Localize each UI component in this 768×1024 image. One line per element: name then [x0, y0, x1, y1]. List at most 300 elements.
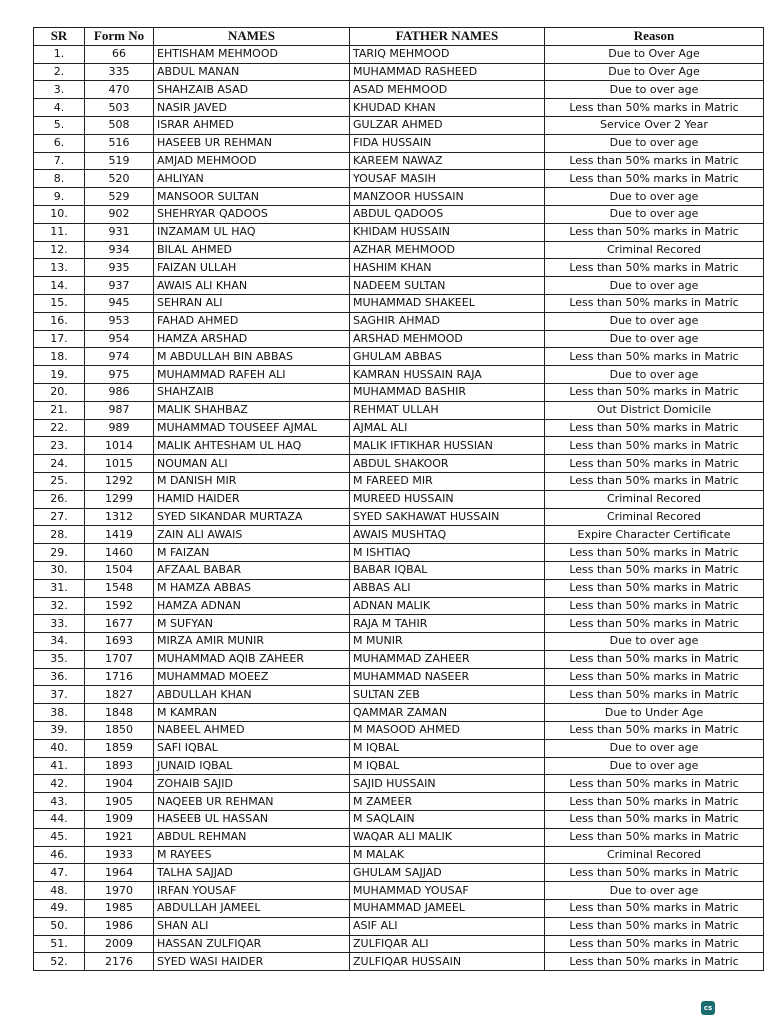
table-row [34, 917, 764, 935]
cell-reason: Less than 50% marks in Matric [545, 259, 764, 277]
cell-form-no: 902 [85, 205, 154, 223]
table-row [34, 188, 764, 206]
table-row [34, 205, 764, 223]
cell-name: HAMID HAIDER [154, 490, 350, 508]
cell-father-name: GHULAM ABBAS [350, 348, 545, 366]
table-row [34, 455, 764, 473]
cell-father-name: MUHAMMAD RASHEED [350, 63, 545, 81]
cell-form-no: 335 [85, 63, 154, 81]
table-row [34, 508, 764, 526]
table-row [34, 490, 764, 508]
cell-sr: 41. [34, 757, 85, 775]
cell-name: NOUMAN ALI [154, 455, 350, 473]
cell-father-name: ZULFIQAR HUSSAIN [350, 953, 545, 971]
cell-form-no: 66 [85, 45, 154, 63]
cell-form-no: 974 [85, 348, 154, 366]
cell-sr: 19. [34, 366, 85, 384]
cell-father-name: KHUDAD KHAN [350, 99, 545, 117]
cell-reason: Less than 50% marks in Matric [545, 668, 764, 686]
cell-sr: 42. [34, 775, 85, 793]
cell-name: FAHAD AHMED [154, 312, 350, 330]
cell-reason: Due to Over Age [545, 45, 764, 63]
table-row [34, 472, 764, 490]
cell-reason: Less than 50% marks in Matric [545, 935, 764, 953]
table-row [34, 935, 764, 953]
header-sr: SR [34, 28, 85, 46]
cell-form-no: 1292 [85, 472, 154, 490]
cell-father-name: ABDUL SHAKOOR [350, 455, 545, 473]
cell-sr: 1. [34, 45, 85, 63]
table-row [34, 739, 764, 757]
cell-form-no: 1893 [85, 757, 154, 775]
cell-form-no: 937 [85, 277, 154, 295]
table-row [34, 775, 764, 793]
cell-father-name: ABDUL QADOOS [350, 205, 545, 223]
cell-father-name: AWAIS MUSHTAQ [350, 526, 545, 544]
cell-sr: 45. [34, 828, 85, 846]
cell-name: M SUFYAN [154, 615, 350, 633]
cell-father-name: M ISHTIAQ [350, 544, 545, 562]
table-row [34, 312, 764, 330]
cell-form-no: 1827 [85, 686, 154, 704]
cell-father-name: M ZAMEER [350, 793, 545, 811]
cell-name: SHAHZAIB [154, 383, 350, 401]
cell-reason: Less than 50% marks in Matric [545, 793, 764, 811]
table-row [34, 882, 764, 900]
cell-name: INZAMAM UL HAQ [154, 223, 350, 241]
cell-sr: 36. [34, 668, 85, 686]
cell-sr: 24. [34, 455, 85, 473]
cell-reason: Due to over age [545, 312, 764, 330]
table-row [34, 294, 764, 312]
cell-sr: 33. [34, 615, 85, 633]
cell-form-no: 931 [85, 223, 154, 241]
cell-reason: Criminal Recored [545, 241, 764, 259]
cell-reason: Less than 50% marks in Matric [545, 811, 764, 829]
table-row [34, 116, 764, 134]
cell-name: M ABDULLAH BIN ABBAS [154, 348, 350, 366]
cell-form-no: 1905 [85, 793, 154, 811]
cell-sr: 32. [34, 597, 85, 615]
table-row [34, 757, 764, 775]
cell-name: M RAYEES [154, 846, 350, 864]
cell-form-no: 1014 [85, 437, 154, 455]
cell-form-no: 935 [85, 259, 154, 277]
cell-father-name: FIDA HUSSAIN [350, 134, 545, 152]
cell-form-no: 1504 [85, 561, 154, 579]
cell-form-no: 520 [85, 170, 154, 188]
table-row [34, 99, 764, 117]
cell-form-no: 1904 [85, 775, 154, 793]
table-row [34, 846, 764, 864]
cell-form-no: 986 [85, 383, 154, 401]
cell-form-no: 945 [85, 294, 154, 312]
cell-sr: 15. [34, 294, 85, 312]
cell-father-name: MUHAMMAD NASEER [350, 668, 545, 686]
cell-father-name: AZHAR MEHMOOD [350, 241, 545, 259]
cell-sr: 26. [34, 490, 85, 508]
cell-father-name: MUHAMMAD SHAKEEL [350, 294, 545, 312]
cell-name: M DANISH MIR [154, 472, 350, 490]
table-row [34, 259, 764, 277]
table-row [34, 650, 764, 668]
cell-form-no: 1933 [85, 846, 154, 864]
cell-father-name: M MALAK [350, 846, 545, 864]
cell-sr: 28. [34, 526, 85, 544]
cell-name: SEHRAN ALI [154, 294, 350, 312]
cell-name: NAQEEB UR REHMAN [154, 793, 350, 811]
cell-form-no: 1909 [85, 811, 154, 829]
cell-name: SHEHRYAR QADOOS [154, 205, 350, 223]
cell-father-name: AJMAL ALI [350, 419, 545, 437]
cell-sr: 25. [34, 472, 85, 490]
cell-form-no: 975 [85, 366, 154, 384]
cell-reason: Less than 50% marks in Matric [545, 864, 764, 882]
cell-form-no: 1312 [85, 508, 154, 526]
header-form-no: Form No [85, 28, 154, 46]
cell-father-name: MUHAMMAD BASHIR [350, 383, 545, 401]
cell-reason: Less than 50% marks in Matric [545, 472, 764, 490]
cell-reason: Due to Over Age [545, 63, 764, 81]
cell-sr: 30. [34, 561, 85, 579]
table-row [34, 811, 764, 829]
cell-name: MALIK SHAHBAZ [154, 401, 350, 419]
cell-reason: Due to over age [545, 330, 764, 348]
cell-reason: Due to over age [545, 134, 764, 152]
cell-father-name: ASIF ALI [350, 917, 545, 935]
table-row [34, 419, 764, 437]
table-row [34, 633, 764, 651]
cell-reason: Out District Domicile [545, 401, 764, 419]
cell-reason: Less than 50% marks in Matric [545, 775, 764, 793]
table-row [34, 45, 764, 63]
cell-father-name: KAREEM NAWAZ [350, 152, 545, 170]
table-row [34, 668, 764, 686]
cell-name: HAMZA ADNAN [154, 597, 350, 615]
cell-form-no: 1693 [85, 633, 154, 651]
cell-sr: 21. [34, 401, 85, 419]
cell-father-name: M MUNIR [350, 633, 545, 651]
cell-form-no: 508 [85, 116, 154, 134]
cell-sr: 51. [34, 935, 85, 953]
cell-father-name: RAJA M TAHIR [350, 615, 545, 633]
cell-sr: 47. [34, 864, 85, 882]
cell-reason: Less than 50% marks in Matric [545, 455, 764, 473]
cell-father-name: M IQBAL [350, 757, 545, 775]
cell-father-name: SYED SAKHAWAT HUSSAIN [350, 508, 545, 526]
cell-form-no: 1460 [85, 544, 154, 562]
cell-name: MUHAMMAD AQIB ZAHEER [154, 650, 350, 668]
cell-name: SYED SIKANDAR MURTAZA [154, 508, 350, 526]
cell-name: MANSOOR SULTAN [154, 188, 350, 206]
cell-sr: 4. [34, 99, 85, 117]
cell-name: IRFAN YOUSAF [154, 882, 350, 900]
cell-father-name: M IQBAL [350, 739, 545, 757]
cell-father-name: SAJID HUSSAIN [350, 775, 545, 793]
cell-sr: 10. [34, 205, 85, 223]
cell-sr: 23. [34, 437, 85, 455]
cell-reason: Less than 50% marks in Matric [545, 579, 764, 597]
cell-reason: Criminal Recored [545, 846, 764, 864]
cell-sr: 16. [34, 312, 85, 330]
cell-form-no: 989 [85, 419, 154, 437]
cell-name: NABEEL AHMED [154, 722, 350, 740]
cell-reason: Due to over age [545, 277, 764, 295]
cell-sr: 39. [34, 722, 85, 740]
cell-reason: Less than 50% marks in Matric [545, 383, 764, 401]
cell-father-name: TARIQ MEHMOOD [350, 45, 545, 63]
cell-reason: Less than 50% marks in Matric [545, 544, 764, 562]
cell-father-name: M SAQLAIN [350, 811, 545, 829]
cell-father-name: KAMRAN HUSSAIN RAJA [350, 366, 545, 384]
cell-name: FAIZAN ULLAH [154, 259, 350, 277]
cell-form-no: 953 [85, 312, 154, 330]
rejection-list-table [33, 27, 764, 971]
cell-reason: Due to over age [545, 757, 764, 775]
cell-father-name: ASAD MEHMOOD [350, 81, 545, 99]
cell-reason: Less than 50% marks in Matric [545, 686, 764, 704]
cell-sr: 3. [34, 81, 85, 99]
cell-form-no: 1921 [85, 828, 154, 846]
cell-sr: 35. [34, 650, 85, 668]
header-father-names: FATHER NAMES [350, 28, 545, 46]
cell-name: ZOHAIB SAJID [154, 775, 350, 793]
cell-reason: Less than 50% marks in Matric [545, 917, 764, 935]
cell-form-no: 1716 [85, 668, 154, 686]
cell-reason: Less than 50% marks in Matric [545, 615, 764, 633]
table-row [34, 277, 764, 295]
table-header-row [34, 28, 764, 46]
cell-name: SHAN ALI [154, 917, 350, 935]
cell-reason: Less than 50% marks in Matric [545, 900, 764, 918]
cell-name: AFZAAL BABAR [154, 561, 350, 579]
cell-reason: Less than 50% marks in Matric [545, 152, 764, 170]
cell-form-no: 987 [85, 401, 154, 419]
table-row [34, 561, 764, 579]
cell-name: AWAIS ALI KHAN [154, 277, 350, 295]
cell-sr: 31. [34, 579, 85, 597]
cell-reason: Less than 50% marks in Matric [545, 419, 764, 437]
cell-form-no: 1970 [85, 882, 154, 900]
cell-sr: 29. [34, 544, 85, 562]
cell-reason: Less than 50% marks in Matric [545, 722, 764, 740]
cell-father-name: ABBAS ALI [350, 579, 545, 597]
cell-form-no: 954 [85, 330, 154, 348]
cell-name: M FAIZAN [154, 544, 350, 562]
cell-reason: Due to over age [545, 633, 764, 651]
cell-name: MUHAMMAD RAFEH ALI [154, 366, 350, 384]
cell-sr: 14. [34, 277, 85, 295]
table-row [34, 152, 764, 170]
cell-father-name: ADNAN MALIK [350, 597, 545, 615]
table-row [34, 793, 764, 811]
cell-name: JUNAID IQBAL [154, 757, 350, 775]
badge-label: cs [703, 1004, 713, 1012]
table-row [34, 81, 764, 99]
cell-form-no: 934 [85, 241, 154, 259]
cell-father-name: QAMMAR ZAMAN [350, 704, 545, 722]
cell-name: NASIR JAVED [154, 99, 350, 117]
cell-name: HASSAN ZULFIQAR [154, 935, 350, 953]
cell-father-name: KHIDAM HUSSAIN [350, 223, 545, 241]
cell-reason: Less than 50% marks in Matric [545, 223, 764, 241]
table-row [34, 348, 764, 366]
cell-name: TALHA SAJJAD [154, 864, 350, 882]
cell-reason: Less than 50% marks in Matric [545, 437, 764, 455]
cell-sr: 2. [34, 63, 85, 81]
cell-form-no: 1964 [85, 864, 154, 882]
cell-sr: 18. [34, 348, 85, 366]
cell-reason: Due to over age [545, 739, 764, 757]
cell-father-name: BABAR IQBAL [350, 561, 545, 579]
cell-name: ABDUL MANAN [154, 63, 350, 81]
cell-sr: 8. [34, 170, 85, 188]
cell-name: ABDULLAH JAMEEL [154, 900, 350, 918]
cell-form-no: 1985 [85, 900, 154, 918]
camscanner-logo-icon [701, 1001, 715, 1015]
cell-form-no: 1848 [85, 704, 154, 722]
table-row [34, 526, 764, 544]
cell-sr: 9. [34, 188, 85, 206]
cell-name: ISRAR AHMED [154, 116, 350, 134]
table-row [34, 330, 764, 348]
cell-reason: Less than 50% marks in Matric [545, 953, 764, 971]
cell-sr: 40. [34, 739, 85, 757]
cell-sr: 11. [34, 223, 85, 241]
cell-sr: 44. [34, 811, 85, 829]
cell-name: MUHAMMAD MOEEZ [154, 668, 350, 686]
cell-father-name: HASHIM KHAN [350, 259, 545, 277]
cell-name: BILAL AHMED [154, 241, 350, 259]
cell-form-no: 2176 [85, 953, 154, 971]
table-row [34, 366, 764, 384]
cell-reason: Due to over age [545, 882, 764, 900]
cell-name: SYED WASI HAIDER [154, 953, 350, 971]
cell-father-name: YOUSAF MASIH [350, 170, 545, 188]
cell-father-name: MUHAMMAD ZAHEER [350, 650, 545, 668]
table-row [34, 401, 764, 419]
header-names: NAMES [154, 28, 350, 46]
cell-father-name: SULTAN ZEB [350, 686, 545, 704]
cell-name: M KAMRAN [154, 704, 350, 722]
table-row [34, 223, 764, 241]
cell-sr: 37. [34, 686, 85, 704]
cell-name: ABDUL REHMAN [154, 828, 350, 846]
cell-name: HASEEB UL HASSAN [154, 811, 350, 829]
cell-form-no: 1419 [85, 526, 154, 544]
table-row [34, 597, 764, 615]
cell-form-no: 1859 [85, 739, 154, 757]
cell-sr: 7. [34, 152, 85, 170]
cell-name: M HAMZA ABBAS [154, 579, 350, 597]
cell-form-no: 1707 [85, 650, 154, 668]
cell-sr: 46. [34, 846, 85, 864]
cell-form-no: 503 [85, 99, 154, 117]
cell-sr: 17. [34, 330, 85, 348]
cell-name: SHAHZAIB ASAD [154, 81, 350, 99]
cell-father-name: MALIK IFTIKHAR HUSSIAN [350, 437, 545, 455]
table-row [34, 63, 764, 81]
cell-form-no: 2009 [85, 935, 154, 953]
table-row [34, 686, 764, 704]
cell-reason: Due to over age [545, 188, 764, 206]
table-row [34, 170, 764, 188]
cell-reason: Less than 50% marks in Matric [545, 294, 764, 312]
cell-sr: 49. [34, 900, 85, 918]
cell-father-name: NADEEM SULTAN [350, 277, 545, 295]
cell-reason: Less than 50% marks in Matric [545, 170, 764, 188]
cell-reason: Less than 50% marks in Matric [545, 561, 764, 579]
cell-sr: 38. [34, 704, 85, 722]
cell-father-name: MANZOOR HUSSAIN [350, 188, 545, 206]
cell-form-no: 1986 [85, 917, 154, 935]
cell-father-name: MUHAMMAD YOUSAF [350, 882, 545, 900]
table-row [34, 828, 764, 846]
cell-sr: 27. [34, 508, 85, 526]
cell-reason: Criminal Recored [545, 490, 764, 508]
cell-name: MUHAMMAD TOUSEEF AJMAL [154, 419, 350, 437]
cell-father-name: GULZAR AHMED [350, 116, 545, 134]
cell-sr: 50. [34, 917, 85, 935]
cell-name: ABDULLAH KHAN [154, 686, 350, 704]
table-row [34, 722, 764, 740]
cell-form-no: 1592 [85, 597, 154, 615]
table-row [34, 900, 764, 918]
table-row [34, 134, 764, 152]
cell-sr: 22. [34, 419, 85, 437]
table-row [34, 383, 764, 401]
cell-form-no: 1548 [85, 579, 154, 597]
cell-name: HASEEB UR REHMAN [154, 134, 350, 152]
cell-name: AHLIYAN [154, 170, 350, 188]
table-row [34, 437, 764, 455]
cell-father-name: GHULAM SAJJAD [350, 864, 545, 882]
cell-reason: Less than 50% marks in Matric [545, 99, 764, 117]
cell-father-name: M FAREED MIR [350, 472, 545, 490]
cell-form-no: 1850 [85, 722, 154, 740]
cell-name: AMJAD MEHMOOD [154, 152, 350, 170]
cell-sr: 48. [34, 882, 85, 900]
header-reason: Reason [545, 28, 764, 46]
cell-form-no: 470 [85, 81, 154, 99]
cell-form-no: 519 [85, 152, 154, 170]
cell-form-no: 1677 [85, 615, 154, 633]
table-row [34, 864, 764, 882]
cell-sr: 6. [34, 134, 85, 152]
cell-name: SAFI IQBAL [154, 739, 350, 757]
cell-reason: Due to over age [545, 366, 764, 384]
table-row [34, 953, 764, 971]
cell-name: HAMZA ARSHAD [154, 330, 350, 348]
cell-reason: Less than 50% marks in Matric [545, 597, 764, 615]
table-row [34, 615, 764, 633]
table-row [34, 241, 764, 259]
cell-reason: Service Over 2 Year [545, 116, 764, 134]
cell-sr: 43. [34, 793, 85, 811]
cell-sr: 13. [34, 259, 85, 277]
table-row [34, 579, 764, 597]
cell-name: EHTISHAM MEHMOOD [154, 45, 350, 63]
cell-sr: 5. [34, 116, 85, 134]
table-row [34, 544, 764, 562]
cell-father-name: ARSHAD MEHMOOD [350, 330, 545, 348]
cell-reason: Expire Character Certificate [545, 526, 764, 544]
cell-father-name: REHMAT ULLAH [350, 401, 545, 419]
table-row [34, 704, 764, 722]
cell-sr: 12. [34, 241, 85, 259]
cell-reason: Less than 50% marks in Matric [545, 348, 764, 366]
cell-reason: Less than 50% marks in Matric [545, 828, 764, 846]
